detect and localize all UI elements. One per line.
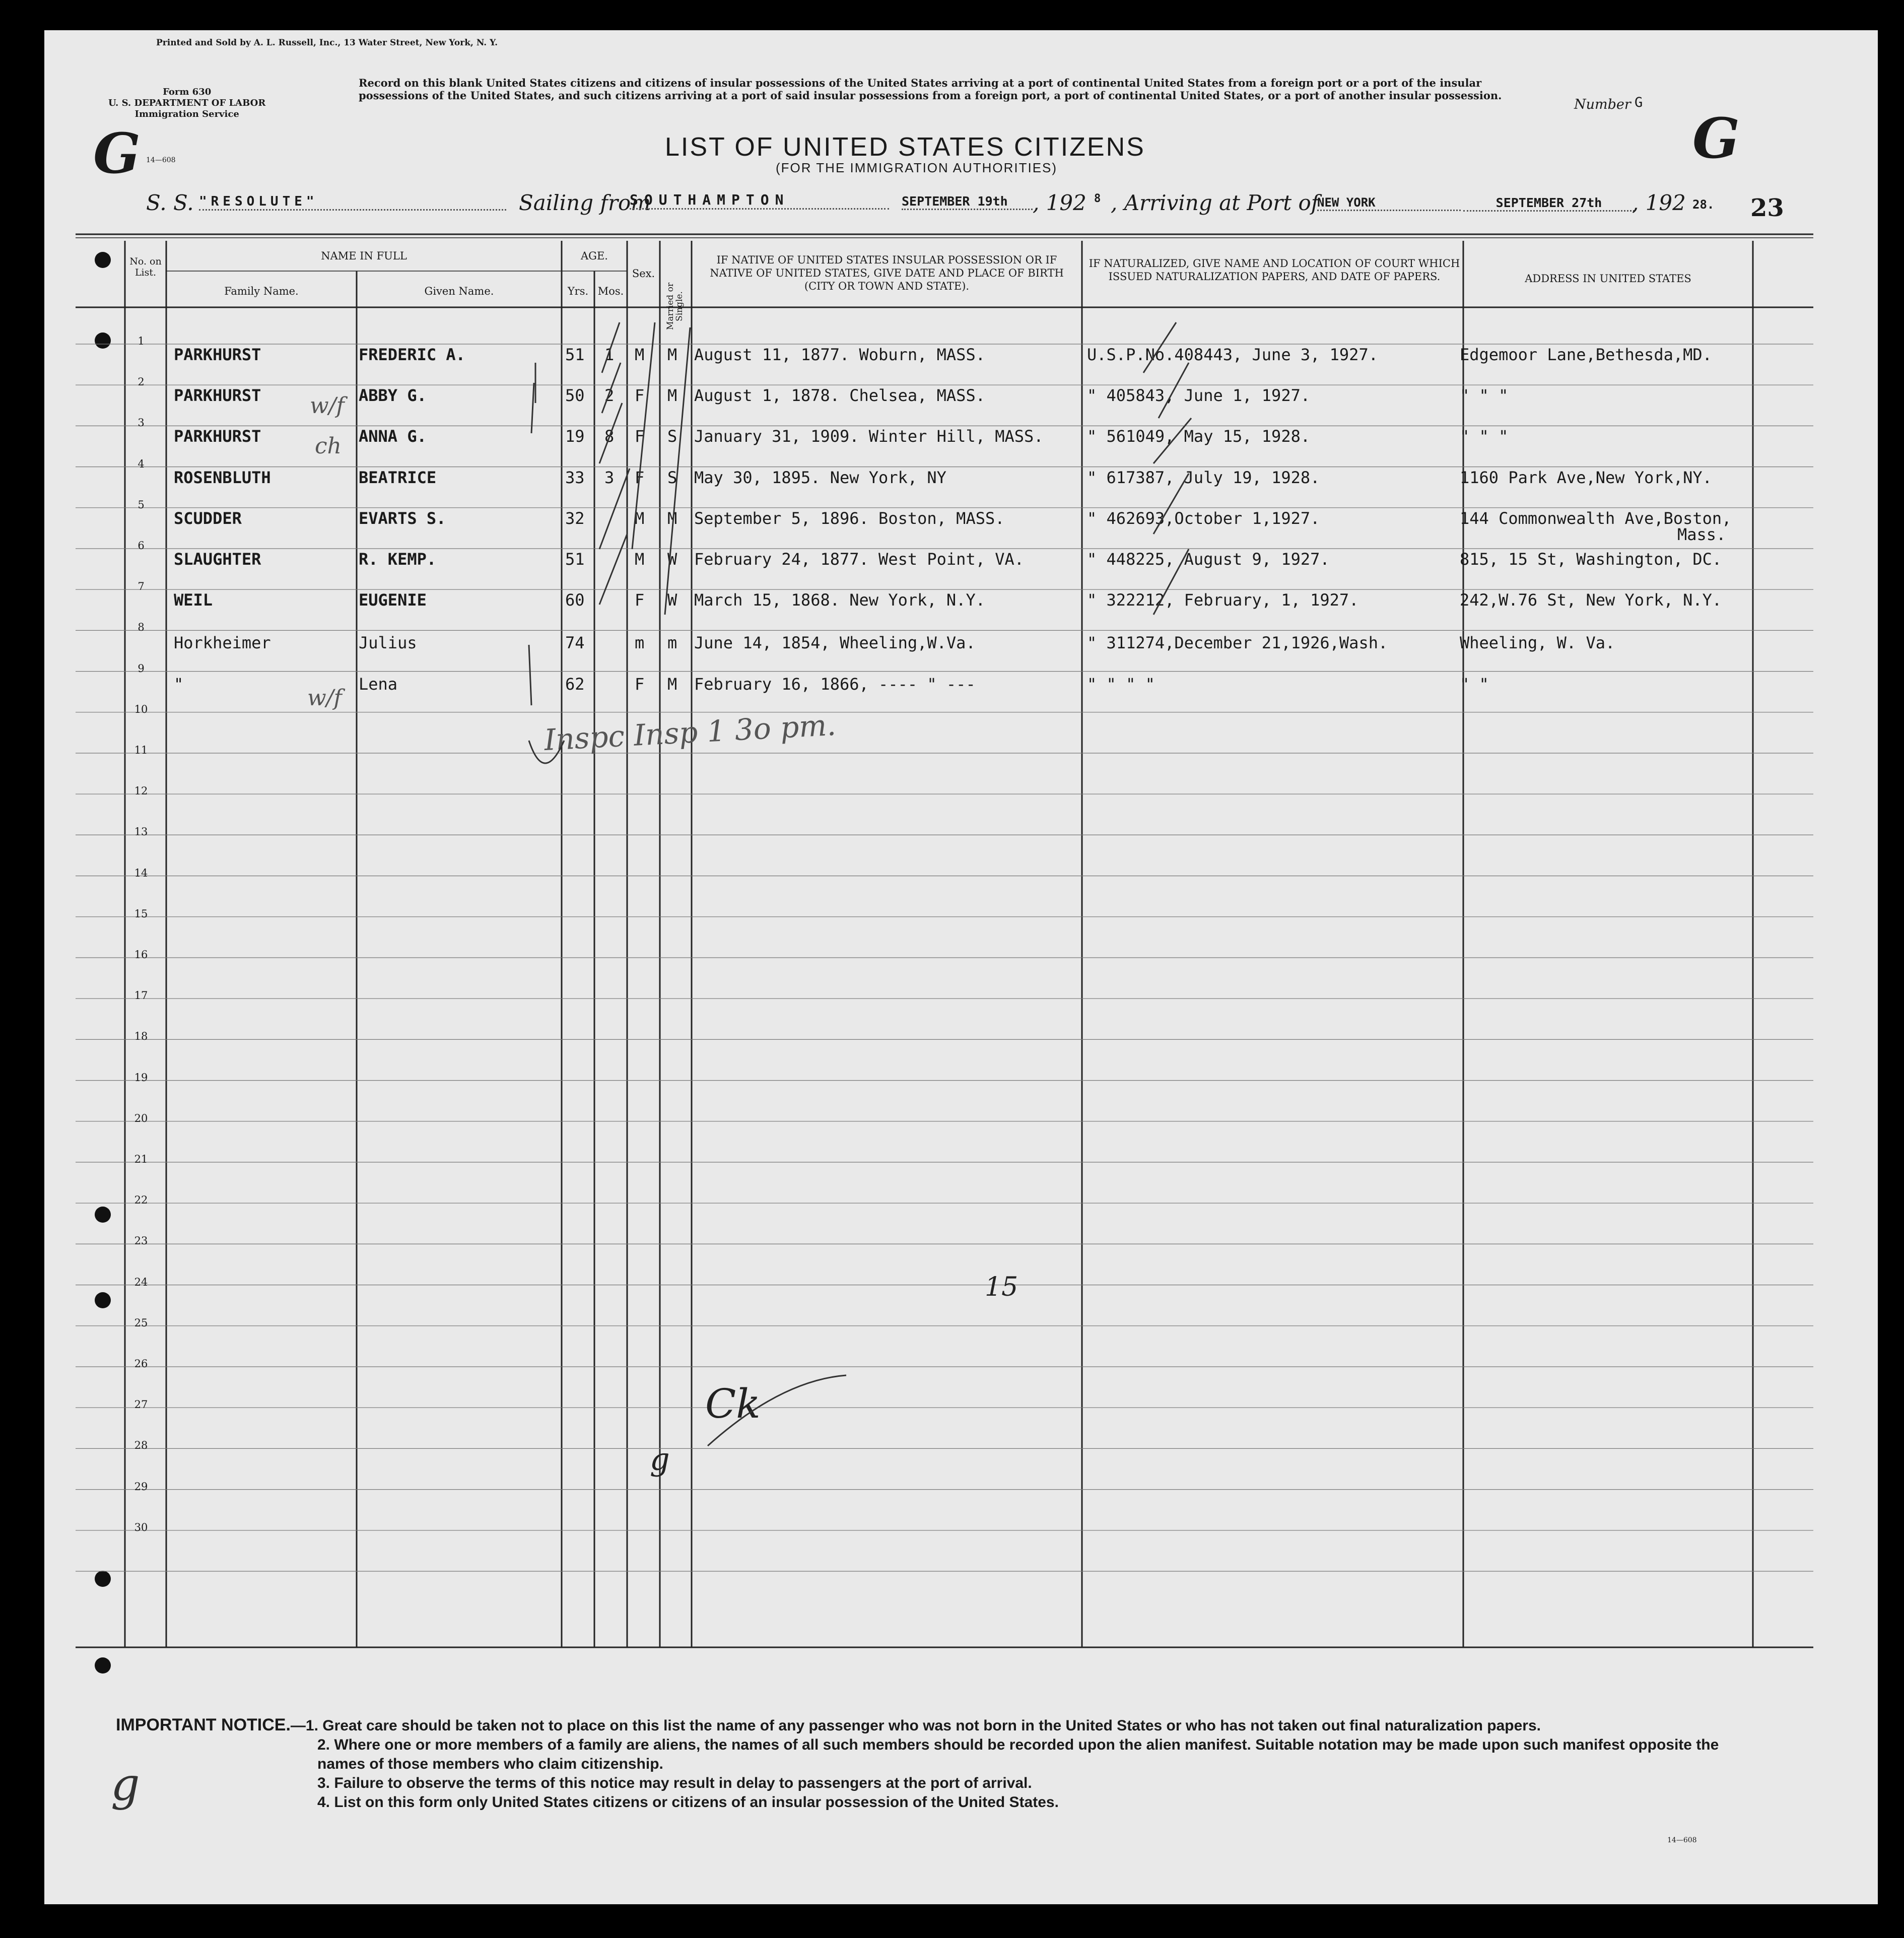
handwritten-mark: g [650,1441,670,1478]
marital-status-cell: m [667,633,677,653]
birth-date-place-cell: February 24, 1877. West Point, VA. [694,550,1025,569]
col-name-in-full: NAME IN FULL [321,250,407,262]
age-months-cell: 1 [604,345,615,364]
age-years-cell: 32 [565,508,585,528]
marital-status-cell: W [667,590,677,610]
family-name-cell: SLAUGHTER [174,550,261,569]
birth-date-place-cell: March 15, 1868. New York, N.Y. [694,590,985,610]
sailing-date: SEPTEMBER 19th [902,194,1033,210]
important-notice [116,1715,1728,1812]
handwritten-side-letter: g [111,1758,140,1811]
given-name-cell: BEATRICE [359,467,437,487]
row-number: 24 [134,1276,148,1288]
row-number: 13 [134,826,148,838]
row-number: 12 [134,785,148,797]
row-number: 1 [138,335,145,347]
age-years-cell: 60 [565,590,585,610]
address-cell: 144 Commonwealth Ave,Boston, [1460,508,1732,528]
page-subtitle: (FOR THE IMMIGRATION AUTHORITIES) [776,160,1058,175]
row-number: 23 [134,1235,148,1247]
arrival-year-suffix: 28. [1692,197,1715,212]
row-number: 7 [138,580,145,593]
punch-hole [95,332,111,349]
col-birth: IF NATIVE OF UNITED STATES INSULAR POSSESSION OR IF NATIVE OF UNITED STATES, GIVE DATE AND PLACE OF BIRTH (CITY OR TOWN AND STATE). [710,254,1064,292]
naturalization-cell: U.S.P.No.408443, June 3, 1927. [1087,345,1378,364]
given-name-cell: Lena [359,674,398,694]
row-number: 22 [134,1194,148,1207]
arrival-year-prefix: , 192 [1632,190,1686,215]
number-label: Number [1574,97,1631,112]
address-cell: " " " [1460,427,1509,446]
col-yrs: Yrs. [567,285,589,297]
row-number: 2 [138,376,145,388]
family-name-cell: PARKHURST [174,427,261,446]
age-months-cell: 8 [604,427,615,446]
notice-item-3: 3. Failure to observe the terms of this notice may result in delay to passengers at the port of arrival. [317,1775,1032,1791]
naturalization-cell: " 561049, May 15, 1928. [1087,427,1311,446]
marital-status-cell: M [667,674,677,694]
col-family-name: Family Name. [224,285,299,297]
birth-date-place-cell: August 11, 1877. Woburn, MASS. [694,345,985,364]
col-given-name: Given Name. [424,285,494,297]
birth-date-place-cell: May 30, 1895. New York, NY [694,467,946,487]
page-number: 23 [1750,194,1784,222]
age-years-cell: 19 [565,427,585,446]
col-sex: Sex. [632,268,655,280]
sex-cell: F [635,590,645,610]
number-value: G [1635,95,1643,110]
from-port: SOUTHAMPTON [630,191,889,210]
col-mos: Mos. [597,285,624,297]
sex-cell: F [635,427,645,446]
naturalization-cell: " 462693,October 1,1927. [1087,508,1320,528]
age-months-cell: 2 [604,386,615,406]
marital-status-cell: M [667,345,677,364]
row-number: 3 [138,417,145,429]
sailing-label: Sailing from [519,190,651,215]
age-months-cell: 3 [604,467,615,487]
family-name-cell: ROSENBLUTH [174,467,271,487]
sex-cell: M [635,345,645,364]
given-name-cell: ANNA G. [359,427,427,446]
form-identification [108,87,265,120]
sex-cell: M [635,550,645,569]
family-name-cell: PARKHURST [174,386,261,406]
punch-hole [95,1571,111,1587]
handwritten-inspection-note: Inspc Insp 1 3o pm. [543,707,837,758]
address-cell: " " [1460,674,1489,694]
address-continuation-cell: Mass. [1677,524,1726,544]
row-number: 18 [134,1030,148,1043]
footer-form-code: 14—608 [1667,1836,1697,1844]
address-cell: 815, 15 St, Washington, DC. [1460,550,1722,569]
punch-hole [95,1292,111,1308]
department-name: U. S. DEPARTMENT OF LABOR [108,98,266,108]
col-address: ADDRESS IN UNITED STATES [1525,273,1691,285]
handwritten-initials: Ck [705,1380,761,1427]
naturalization-cell: " 448225, August 9, 1927. [1087,550,1330,569]
birth-date-place-cell: January 31, 1909. Winter Hill, MASS. [694,427,1044,446]
row-number: 26 [134,1358,148,1370]
col-naturalized: IF NATURALIZED, GIVE NAME AND LOCATION OF COURT WHICH ISSUED NATURALIZATION PAPERS, AND DATE OF PAPERS. [1089,257,1460,283]
row-number: 16 [134,949,148,961]
ss-label: S. S. [146,190,194,215]
arrival-date: SEPTEMBER 27th [1463,195,1635,212]
family-name-cell: Horkheimer [174,633,271,653]
row-number: 15 [134,907,148,920]
printer-line: Printed and Sold by A. L. Russell, Inc., 13 Water Street, New York, N. Y. [156,38,498,48]
naturalization-cell: " " " " [1087,674,1155,694]
notice-item-2: 2. Where one or more members of a family are aliens, the names of all such members should be recorded upon the alien manifest. Suitable notation may be made upon such manifest opposite the names of those members who claim citizenship. [317,1736,1719,1772]
marital-status-cell: M [667,508,677,528]
row-number: 14 [134,866,148,879]
section-letter-right: G [1692,106,1740,171]
age-years-cell: 50 [565,386,585,406]
marital-status-cell: W [667,550,677,569]
birth-date-place-cell: June 14, 1854, Wheeling,W.Va. [694,633,976,653]
age-years-cell: 62 [565,674,585,694]
family-name-cell: SCUDDER [174,508,242,528]
age-years-cell: 74 [565,633,585,653]
col-no: No. on List. [129,256,162,278]
row-number: 21 [134,1153,148,1165]
row-number: 9 [138,662,145,675]
family-name-cell: PARKHURST [174,345,261,364]
given-name-cell: ABBY G. [359,386,427,406]
family-name-cell: " [174,674,184,694]
sex-cell: F [635,467,645,487]
address-cell: 1160 Park Ave,New York,NY. [1460,467,1712,487]
arriving-label: , Arriving at Port of [1111,190,1319,215]
row-number: 8 [138,621,145,634]
given-name-cell: Julius [359,633,417,653]
family-name-cell: WEIL [174,590,213,610]
naturalization-cell: " 405843, June 1, 1927. [1087,386,1311,406]
handwritten-wife-note: w/f [310,393,345,419]
section-letter-left: G [93,121,141,186]
sex-cell: m [635,633,645,653]
row-number: 29 [134,1480,148,1493]
notice-item-4: 4. List on this form only United States citizens or citizens of an insular possession of the United States. [317,1794,1059,1811]
row-number: 17 [134,989,148,1002]
row-number: 5 [138,498,145,511]
sailing-year-suffix: 8 [1094,192,1101,205]
birth-date-place-cell: August 1, 1878. Chelsea, MASS. [694,386,985,406]
address-cell: Wheeling, W. Va. [1460,633,1615,653]
row-number: 30 [134,1521,148,1533]
sex-cell: F [635,674,645,694]
handwritten-wife-note: w/f [307,685,342,711]
naturalization-cell: " 322212, February, 1, 1927. [1087,590,1359,610]
row-number: 20 [134,1112,148,1124]
sex-cell: M [635,508,645,528]
notice-item-1 [116,1715,1728,1735]
address-cell: Edgemoor Lane,Bethesda,MD. [1460,345,1712,364]
row-number: 28 [134,1439,148,1452]
record-instructions: Record on this blank United States citizens and citizens of insular possessions of the United States arriving at a port of continental United States from a foreign port or a port of the insular possessions of the United States, and such citizens arriving at a port of said insular possessions from a foreign port, a port of continental United States, or a port of another insular possession. [359,77,1502,102]
handwritten-number: 15 [985,1272,1018,1302]
notice-lead: IMPORTANT NOTICE. [116,1715,291,1734]
birth-date-place-cell: September 5, 1896. Boston, MASS. [694,508,1005,528]
marital-status-cell: S [667,467,677,487]
marital-status-cell: S [667,427,677,446]
address-cell: 242,W.76 St, New York, N.Y. [1460,590,1722,610]
row-number: 11 [134,744,148,756]
age-years-cell: 33 [565,467,585,487]
age-years-cell: 51 [565,550,585,569]
naturalization-cell: " 617387, July 19, 1928. [1087,467,1320,487]
col-married: Married or Single. [665,283,685,330]
page-title: LIST OF UNITED STATES CITIZENS [665,132,1145,162]
handwritten-child-note: ch [315,433,342,459]
sex-cell: F [635,386,645,406]
document-page [44,30,1878,1904]
punch-hole [95,1657,111,1674]
row-number: 6 [138,540,145,552]
address-cell: " " " [1460,386,1509,406]
row-number: 10 [134,703,148,715]
ship-name: "RESOLUTE" [199,194,506,211]
marital-status-cell: M [667,386,677,406]
row-number: 19 [134,1071,148,1084]
given-name-cell: FREDERIC A. [359,345,465,364]
age-years-cell: 51 [565,345,585,364]
row-number: 4 [138,457,145,470]
row-number: 25 [134,1316,148,1329]
punch-hole [95,1207,111,1223]
punch-hole [95,252,111,268]
form-number: Form 630 [163,87,212,97]
given-name-cell: EUGENIE [359,590,427,610]
given-name-cell: EVARTS S. [359,508,446,528]
naturalization-cell: " 311274,December 21,1926,Wash. [1087,633,1388,653]
birth-date-place-cell: February 16, 1866, ---- " --- [694,674,976,694]
service-name: Immigration Service [134,109,239,119]
given-name-cell: R. KEMP. [359,550,437,569]
col-age: AGE. [581,250,608,262]
arrival-port: NEW YORK [1317,195,1461,211]
sailing-year-prefix: , 192 [1033,190,1086,215]
notice-text: —1. Great care should be taken not to place on this list the name of any passenger who was not born in the United States or who has not taken out final naturalization papers. [290,1717,1541,1734]
row-number: 27 [134,1398,148,1411]
form-code: 14—608 [146,156,176,164]
